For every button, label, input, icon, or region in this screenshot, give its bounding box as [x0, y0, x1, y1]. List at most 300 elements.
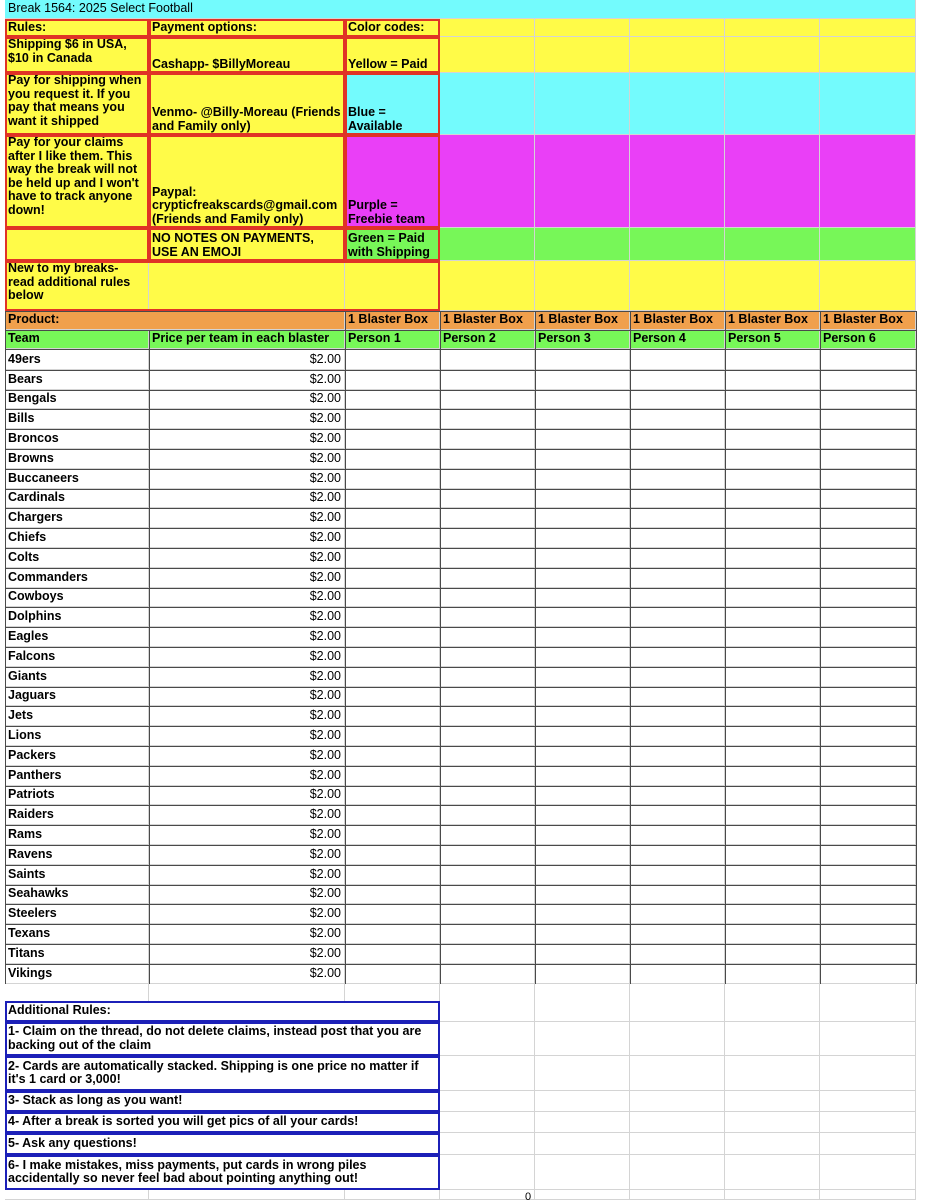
team-price-cell[interactable]: $2.00 — [149, 350, 345, 370]
claim-cell[interactable] — [630, 607, 725, 627]
team-price-cell[interactable]: $2.00 — [149, 370, 345, 390]
payment-header[interactable]: Payment options: — [149, 19, 345, 37]
rule-cell[interactable]: Pay for your claims after I like them. This way the break will not be held up and I won't have to track anyone down! — [5, 135, 149, 228]
empty-cell[interactable] — [535, 228, 630, 261]
empty-cell[interactable] — [535, 1133, 630, 1155]
claim-cell[interactable] — [440, 469, 535, 489]
claim-cell[interactable] — [535, 766, 630, 786]
team-name-cell[interactable]: Rams — [5, 825, 149, 845]
claim-cell[interactable] — [535, 805, 630, 825]
team-price-cell[interactable]: $2.00 — [149, 528, 345, 548]
claim-cell[interactable] — [820, 766, 916, 786]
team-name-cell[interactable]: Colts — [5, 548, 149, 568]
claim-cell[interactable] — [535, 667, 630, 687]
claim-cell[interactable] — [535, 726, 630, 746]
empty-cell[interactable] — [440, 1056, 535, 1091]
claim-cell[interactable] — [535, 647, 630, 667]
claim-cell[interactable] — [820, 647, 916, 667]
claim-cell[interactable] — [725, 528, 820, 548]
team-name-cell[interactable]: Bills — [5, 409, 149, 429]
claim-cell[interactable] — [345, 489, 440, 508]
claim-cell[interactable] — [820, 489, 916, 508]
claim-cell[interactable] — [440, 706, 535, 726]
empty-cell[interactable] — [820, 19, 916, 37]
claim-cell[interactable] — [820, 508, 916, 528]
claim-cell[interactable] — [535, 687, 630, 706]
claim-cell[interactable] — [725, 964, 820, 984]
additional-rule-item[interactable]: 4- After a break is sorted you will get pics of all your cards! — [5, 1112, 440, 1133]
rule-cell[interactable]: Pay for shipping when you request it. If you pay that means you want it shipped — [5, 73, 149, 135]
claim-cell[interactable] — [440, 548, 535, 568]
claim-cell[interactable] — [630, 865, 725, 885]
team-name-cell[interactable]: Cardinals — [5, 489, 149, 508]
empty-cell[interactable] — [820, 73, 916, 135]
claim-cell[interactable] — [630, 469, 725, 489]
empty-cell[interactable] — [440, 1155, 535, 1190]
empty-cell[interactable] — [630, 37, 725, 73]
empty-cell[interactable] — [820, 135, 916, 228]
claim-cell[interactable] — [820, 568, 916, 588]
claim-cell[interactable] — [440, 449, 535, 469]
team-name-cell[interactable]: Buccaneers — [5, 469, 149, 489]
claim-cell[interactable] — [630, 409, 725, 429]
empty-cell[interactable] — [630, 135, 725, 228]
claim-cell[interactable] — [820, 429, 916, 449]
empty-cell[interactable] — [725, 37, 820, 73]
claim-cell[interactable] — [345, 390, 440, 409]
claim-cell[interactable] — [345, 568, 440, 588]
claim-cell[interactable] — [345, 370, 440, 390]
empty-cell[interactable] — [535, 1190, 630, 1200]
team-name-cell[interactable]: Panthers — [5, 766, 149, 786]
empty-cell[interactable] — [725, 1056, 820, 1091]
claim-cell[interactable] — [725, 429, 820, 449]
claim-cell[interactable] — [345, 746, 440, 766]
product-cell[interactable]: 1 Blaster Box — [820, 311, 916, 330]
empty-cell[interactable] — [820, 1022, 916, 1056]
claim-cell[interactable] — [345, 964, 440, 984]
team-price-cell[interactable]: $2.00 — [149, 647, 345, 667]
team-price-cell[interactable]: $2.00 — [149, 706, 345, 726]
claim-cell[interactable] — [630, 647, 725, 667]
team-price-cell[interactable]: $2.00 — [149, 904, 345, 924]
empty-cell[interactable] — [630, 1091, 725, 1112]
claim-cell[interactable] — [345, 548, 440, 568]
claim-cell[interactable] — [440, 390, 535, 409]
empty-cell[interactable] — [725, 1112, 820, 1133]
empty-cell[interactable] — [630, 1155, 725, 1190]
team-name-cell[interactable]: 49ers — [5, 350, 149, 370]
claim-cell[interactable] — [725, 627, 820, 647]
rule-cell[interactable]: Shipping $6 in USA, $10 in Canada — [5, 37, 149, 73]
claim-cell[interactable] — [725, 588, 820, 607]
team-name-cell[interactable]: Bengals — [5, 390, 149, 409]
team-name-cell[interactable]: Cowboys — [5, 588, 149, 607]
claim-cell[interactable] — [820, 667, 916, 687]
team-price-cell[interactable]: $2.00 — [149, 865, 345, 885]
claim-cell[interactable] — [440, 805, 535, 825]
claim-cell[interactable] — [725, 548, 820, 568]
empty-cell[interactable] — [535, 19, 630, 37]
claim-cell[interactable] — [820, 825, 916, 845]
empty-cell[interactable] — [630, 1056, 725, 1091]
colors-header[interactable]: Color codes: — [345, 19, 440, 37]
claim-cell[interactable] — [535, 469, 630, 489]
claim-cell[interactable] — [630, 845, 725, 865]
claim-cell[interactable] — [440, 429, 535, 449]
claim-cell[interactable] — [345, 766, 440, 786]
empty-cell[interactable] — [820, 37, 916, 73]
empty-cell[interactable] — [630, 19, 725, 37]
product-cell[interactable]: 1 Blaster Box — [535, 311, 630, 330]
team-price-cell[interactable]: $2.00 — [149, 469, 345, 489]
team-price-cell[interactable]: $2.00 — [149, 746, 345, 766]
claim-cell[interactable] — [440, 746, 535, 766]
empty-cell[interactable] — [820, 1190, 916, 1200]
team-price-cell[interactable]: $2.00 — [149, 687, 345, 706]
color-code-cell[interactable]: Green = Paid with Shipping — [345, 228, 440, 261]
claim-cell[interactable] — [630, 350, 725, 370]
claim-cell[interactable] — [725, 469, 820, 489]
claim-cell[interactable] — [630, 885, 725, 904]
claim-cell[interactable] — [725, 904, 820, 924]
team-name-cell[interactable]: Saints — [5, 865, 149, 885]
claim-cell[interactable] — [345, 588, 440, 607]
claim-cell[interactable] — [820, 687, 916, 706]
claim-cell[interactable] — [820, 588, 916, 607]
claim-cell[interactable] — [630, 924, 725, 944]
empty-cell[interactable] — [725, 1155, 820, 1190]
color-code-cell[interactable] — [345, 261, 440, 311]
team-price-cell[interactable]: $2.00 — [149, 786, 345, 805]
team-name-cell[interactable]: Titans — [5, 944, 149, 964]
claim-cell[interactable] — [820, 924, 916, 944]
team-name-cell[interactable]: Jaguars — [5, 687, 149, 706]
claim-cell[interactable] — [535, 706, 630, 726]
claim-cell[interactable] — [820, 548, 916, 568]
claim-cell[interactable] — [535, 607, 630, 627]
empty-cell[interactable] — [345, 1190, 440, 1200]
claim-cell[interactable] — [345, 786, 440, 805]
claim-cell[interactable] — [440, 528, 535, 548]
payment-cell[interactable]: Venmo- @Billy-Moreau (Friends and Family only) — [149, 73, 345, 135]
claim-cell[interactable] — [345, 944, 440, 964]
claim-cell[interactable] — [725, 370, 820, 390]
claim-cell[interactable] — [630, 706, 725, 726]
claim-cell[interactable] — [820, 706, 916, 726]
team-name-cell[interactable]: Patriots — [5, 786, 149, 805]
empty-cell[interactable] — [820, 1001, 916, 1022]
claim-cell[interactable] — [630, 370, 725, 390]
claim-cell[interactable] — [725, 687, 820, 706]
color-code-cell[interactable]: Purple = Freebie team — [345, 135, 440, 228]
empty-cell[interactable] — [535, 1112, 630, 1133]
person-header[interactable]: Person 1 — [345, 330, 440, 349]
claim-cell[interactable] — [725, 786, 820, 805]
claim-cell[interactable] — [345, 805, 440, 825]
team-price-cell[interactable]: $2.00 — [149, 429, 345, 449]
additional-rule-item[interactable]: 3- Stack as long as you want! — [5, 1091, 440, 1112]
claim-cell[interactable] — [820, 845, 916, 865]
team-name-cell[interactable]: Eagles — [5, 627, 149, 647]
claim-cell[interactable] — [345, 350, 440, 370]
claim-cell[interactable] — [725, 350, 820, 370]
empty-cell[interactable] — [630, 1022, 725, 1056]
empty-cell[interactable] — [630, 261, 725, 311]
team-name-cell[interactable]: Raiders — [5, 805, 149, 825]
claim-cell[interactable] — [440, 825, 535, 845]
claim-cell[interactable] — [535, 568, 630, 588]
empty-cell[interactable] — [535, 1091, 630, 1112]
empty-cell[interactable] — [630, 228, 725, 261]
claim-cell[interactable] — [440, 944, 535, 964]
claim-cell[interactable] — [820, 449, 916, 469]
claim-cell[interactable] — [440, 885, 535, 904]
team-price-cell[interactable]: $2.00 — [149, 667, 345, 687]
claim-cell[interactable] — [345, 865, 440, 885]
claim-cell[interactable] — [630, 825, 725, 845]
claim-cell[interactable] — [820, 746, 916, 766]
claim-cell[interactable] — [345, 885, 440, 904]
product-cell[interactable]: 1 Blaster Box — [725, 311, 820, 330]
claim-cell[interactable] — [820, 627, 916, 647]
claim-cell[interactable] — [630, 588, 725, 607]
empty-cell[interactable] — [440, 1091, 535, 1112]
claim-cell[interactable] — [725, 508, 820, 528]
claim-cell[interactable] — [630, 489, 725, 508]
claim-cell[interactable] — [345, 706, 440, 726]
team-price-cell[interactable]: $2.00 — [149, 607, 345, 627]
empty-cell[interactable] — [5, 1190, 149, 1200]
empty-cell[interactable] — [820, 1091, 916, 1112]
empty-cell[interactable] — [440, 1133, 535, 1155]
team-name-cell[interactable]: Vikings — [5, 964, 149, 984]
empty-cell[interactable] — [820, 1155, 916, 1190]
empty-cell[interactable] — [440, 228, 535, 261]
empty-cell[interactable] — [440, 1022, 535, 1056]
claim-cell[interactable] — [345, 449, 440, 469]
claim-cell[interactable] — [725, 449, 820, 469]
team-name-cell[interactable]: Dolphins — [5, 607, 149, 627]
claim-cell[interactable] — [535, 508, 630, 528]
empty-cell[interactable] — [725, 135, 820, 228]
team-price-cell[interactable]: $2.00 — [149, 885, 345, 904]
team-price-cell[interactable]: $2.00 — [149, 825, 345, 845]
team-price-cell[interactable]: $2.00 — [149, 489, 345, 508]
team-name-cell[interactable]: Falcons — [5, 647, 149, 667]
empty-cell[interactable] — [535, 1155, 630, 1190]
claim-cell[interactable] — [440, 667, 535, 687]
empty-cell[interactable] — [725, 19, 820, 37]
additional-rule-item[interactable]: 5- Ask any questions! — [5, 1133, 440, 1155]
additional-rule-item[interactable]: 1- Claim on the thread, do not delete claims, instead post that you are backing out of the claim — [5, 1022, 440, 1056]
team-name-cell[interactable]: Chiefs — [5, 528, 149, 548]
empty-cell[interactable] — [725, 1001, 820, 1022]
claim-cell[interactable] — [345, 845, 440, 865]
team-name-cell[interactable]: Bears — [5, 370, 149, 390]
claim-cell[interactable] — [820, 944, 916, 964]
claim-cell[interactable] — [725, 845, 820, 865]
empty-cell[interactable] — [440, 1001, 535, 1022]
empty-cell[interactable] — [440, 73, 535, 135]
claim-cell[interactable] — [820, 904, 916, 924]
claim-cell[interactable] — [440, 786, 535, 805]
team-price-cell[interactable]: $2.00 — [149, 568, 345, 588]
claim-cell[interactable] — [630, 687, 725, 706]
claim-cell[interactable] — [630, 449, 725, 469]
empty-cell[interactable] — [725, 228, 820, 261]
claim-cell[interactable] — [535, 904, 630, 924]
claim-cell[interactable] — [630, 627, 725, 647]
claim-cell[interactable] — [820, 607, 916, 627]
claim-cell[interactable] — [345, 667, 440, 687]
team-price-cell[interactable]: $2.00 — [149, 805, 345, 825]
claim-cell[interactable] — [345, 508, 440, 528]
empty-cell[interactable] — [725, 73, 820, 135]
claim-cell[interactable] — [725, 706, 820, 726]
empty-cell[interactable] — [725, 1091, 820, 1112]
claim-cell[interactable] — [630, 904, 725, 924]
team-price-cell[interactable]: $2.00 — [149, 390, 345, 409]
claim-cell[interactable] — [725, 489, 820, 508]
team-header[interactable]: Team — [5, 330, 149, 349]
claim-cell[interactable] — [345, 528, 440, 548]
claim-cell[interactable] — [440, 409, 535, 429]
empty-cell[interactable] — [440, 37, 535, 73]
claim-cell[interactable] — [535, 964, 630, 984]
claim-cell[interactable] — [440, 924, 535, 944]
claim-cell[interactable] — [820, 865, 916, 885]
empty-cell[interactable] — [535, 1022, 630, 1056]
claim-cell[interactable] — [820, 805, 916, 825]
claim-cell[interactable] — [725, 805, 820, 825]
claim-cell[interactable] — [345, 687, 440, 706]
empty-cell[interactable] — [820, 1056, 916, 1091]
price-header[interactable]: Price per team in each blaster — [149, 330, 345, 349]
claim-cell[interactable] — [440, 607, 535, 627]
team-price-cell[interactable]: $2.00 — [149, 449, 345, 469]
claim-cell[interactable] — [630, 964, 725, 984]
empty-cell[interactable] — [535, 1001, 630, 1022]
team-price-cell[interactable]: $2.00 — [149, 726, 345, 746]
claim-cell[interactable] — [820, 409, 916, 429]
claim-cell[interactable] — [345, 607, 440, 627]
team-price-cell[interactable]: $2.00 — [149, 409, 345, 429]
empty-cell[interactable] — [820, 261, 916, 311]
claim-cell[interactable] — [725, 409, 820, 429]
empty-cell[interactable] — [820, 1133, 916, 1155]
empty-cell[interactable] — [630, 1133, 725, 1155]
empty-cell[interactable] — [535, 37, 630, 73]
claim-cell[interactable] — [820, 726, 916, 746]
claim-cell[interactable] — [535, 865, 630, 885]
team-name-cell[interactable]: Steelers — [5, 904, 149, 924]
product-cell[interactable]: 1 Blaster Box — [345, 311, 440, 330]
empty-cell[interactable] — [725, 261, 820, 311]
team-price-cell[interactable]: $2.00 — [149, 548, 345, 568]
person-header[interactable]: Person 6 — [820, 330, 916, 349]
claim-cell[interactable] — [820, 390, 916, 409]
empty-cell[interactable] — [630, 1001, 725, 1022]
claim-cell[interactable] — [725, 924, 820, 944]
claim-cell[interactable] — [725, 647, 820, 667]
claim-cell[interactable] — [725, 746, 820, 766]
payment-cell[interactable]: NO NOTES ON PAYMENTS, USE AN EMOJI — [149, 228, 345, 261]
claim-cell[interactable] — [345, 409, 440, 429]
team-price-cell[interactable]: $2.00 — [149, 766, 345, 786]
empty-cell[interactable] — [820, 228, 916, 261]
empty-cell[interactable] — [725, 1022, 820, 1056]
additional-rules-header[interactable]: Additional Rules: — [5, 1001, 440, 1022]
claim-cell[interactable] — [725, 390, 820, 409]
claim-cell[interactable] — [535, 528, 630, 548]
claim-cell[interactable] — [725, 726, 820, 746]
person-header[interactable]: Person 5 — [725, 330, 820, 349]
claim-cell[interactable] — [630, 766, 725, 786]
claim-cell[interactable] — [725, 865, 820, 885]
claim-cell[interactable] — [345, 825, 440, 845]
claim-cell[interactable] — [820, 469, 916, 489]
claim-cell[interactable] — [535, 746, 630, 766]
color-code-cell[interactable]: Yellow = Paid — [345, 37, 440, 73]
claim-cell[interactable] — [440, 568, 535, 588]
claim-cell[interactable] — [440, 489, 535, 508]
claim-cell[interactable] — [535, 489, 630, 508]
claim-cell[interactable] — [630, 746, 725, 766]
claim-cell[interactable] — [440, 508, 535, 528]
claim-cell[interactable] — [345, 647, 440, 667]
claim-cell[interactable] — [820, 786, 916, 805]
claim-cell[interactable] — [345, 429, 440, 449]
claim-cell[interactable] — [535, 370, 630, 390]
claim-cell[interactable] — [820, 370, 916, 390]
empty-cell[interactable] — [440, 19, 535, 37]
claim-cell[interactable] — [440, 726, 535, 746]
team-price-cell[interactable]: $2.00 — [149, 627, 345, 647]
team-price-cell[interactable]: $2.00 — [149, 964, 345, 984]
claim-cell[interactable] — [535, 350, 630, 370]
empty-cell[interactable] — [630, 73, 725, 135]
claim-cell[interactable] — [345, 726, 440, 746]
color-code-cell[interactable]: Blue = Available — [345, 73, 440, 135]
claim-cell[interactable] — [440, 687, 535, 706]
team-price-cell[interactable]: $2.00 — [149, 924, 345, 944]
claim-cell[interactable] — [535, 786, 630, 805]
claim-cell[interactable] — [630, 726, 725, 746]
claim-cell[interactable] — [630, 390, 725, 409]
claim-cell[interactable] — [630, 429, 725, 449]
product-cell[interactable]: 1 Blaster Box — [630, 311, 725, 330]
empty-cell[interactable] — [535, 1056, 630, 1091]
person-header[interactable]: Person 3 — [535, 330, 630, 349]
claim-cell[interactable] — [820, 350, 916, 370]
claim-cell[interactable] — [630, 528, 725, 548]
claim-cell[interactable] — [820, 964, 916, 984]
empty-cell[interactable] — [440, 135, 535, 228]
empty-cell[interactable] — [535, 73, 630, 135]
person-header[interactable]: Person 2 — [440, 330, 535, 349]
claim-cell[interactable] — [725, 607, 820, 627]
claim-cell[interactable] — [535, 449, 630, 469]
claim-cell[interactable] — [440, 647, 535, 667]
team-price-cell[interactable]: $2.00 — [149, 508, 345, 528]
claim-cell[interactable] — [725, 667, 820, 687]
claim-cell[interactable] — [440, 964, 535, 984]
claim-cell[interactable] — [535, 548, 630, 568]
claim-cell[interactable] — [440, 865, 535, 885]
claim-cell[interactable] — [440, 350, 535, 370]
team-name-cell[interactable]: Giants — [5, 667, 149, 687]
